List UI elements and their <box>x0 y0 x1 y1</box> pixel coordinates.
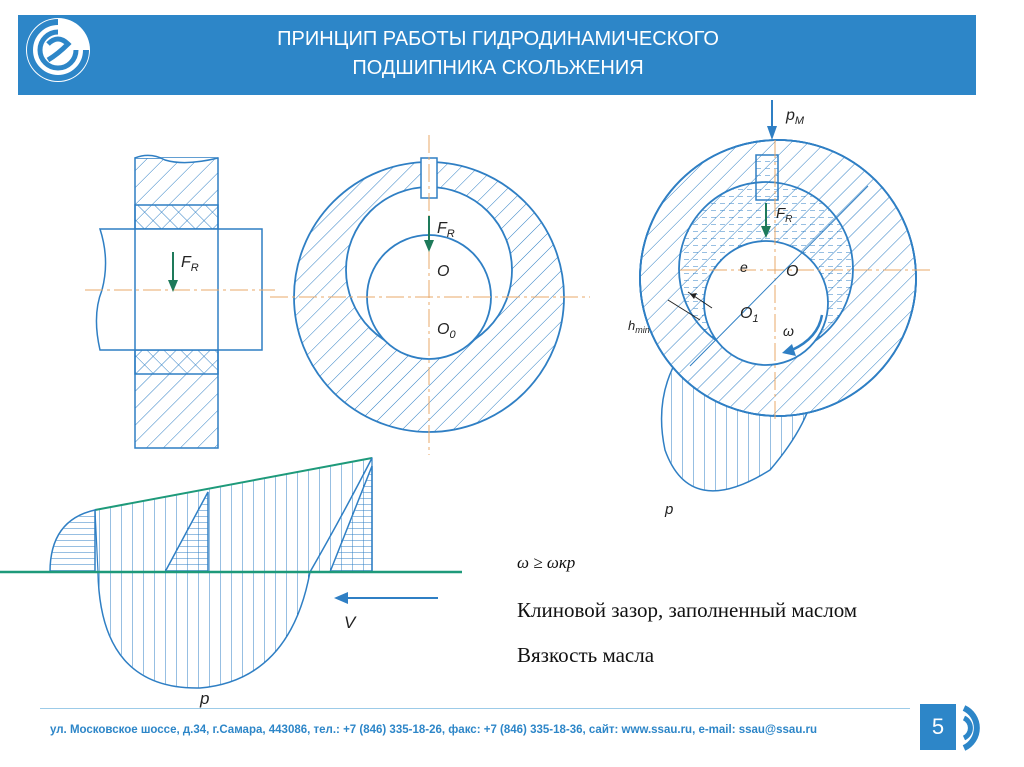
text-line-viscosity: Вязкость масла <box>517 643 655 667</box>
hmin-label: $h_{min}$ <box>628 318 650 335</box>
pressure-label-right: p <box>665 501 674 518</box>
bearing-running <box>640 100 930 491</box>
page-number-badge <box>920 704 956 750</box>
center-o0-label: $O_0$ <box>437 321 456 341</box>
supply-pressure-label: $p_M$ <box>786 107 805 127</box>
force-label-side: $F_R$ <box>181 254 199 274</box>
velocity-label: V <box>344 613 356 632</box>
omega-label: ω <box>783 323 794 339</box>
formula: ω ≥ ωкр <box>517 553 576 572</box>
center-o1-label: $O_1$ <box>740 305 759 325</box>
pressure-label-bottom: p <box>200 689 210 708</box>
bearing-static <box>270 135 590 455</box>
force-label-right: $F_R$ <box>776 205 793 225</box>
center-o-mid: O <box>437 263 450 280</box>
center-o-right: O <box>786 263 799 280</box>
footer-address: ул. Московское шоссе, д.34, г.Самара, 443086, тел.: +7 (846) 335-18-26, факс: +7 (846) 335-18-36, сайт: www.ssau.ru, e-mail: ssau@ssau.ru <box>50 724 818 736</box>
page-number: 5 <box>931 714 945 739</box>
footer-divider <box>40 708 910 709</box>
footer-logo-icon <box>958 704 1008 752</box>
velocity-profile <box>0 458 462 688</box>
text-line-oil-wedge: Клиновой зазор, заполненный маслом <box>517 598 858 622</box>
eccentricity-label: e <box>740 259 748 275</box>
side-view <box>85 155 275 448</box>
title-line-1: ПРИНЦИП РАБОТЫ ГИДРОДИНАМИЧЕСКОГО <box>277 28 719 50</box>
title-line-2: ПОДШИПНИКА СКОЛЬЖЕНИЯ <box>352 57 644 79</box>
force-label-mid: $F_R$ <box>437 220 455 240</box>
